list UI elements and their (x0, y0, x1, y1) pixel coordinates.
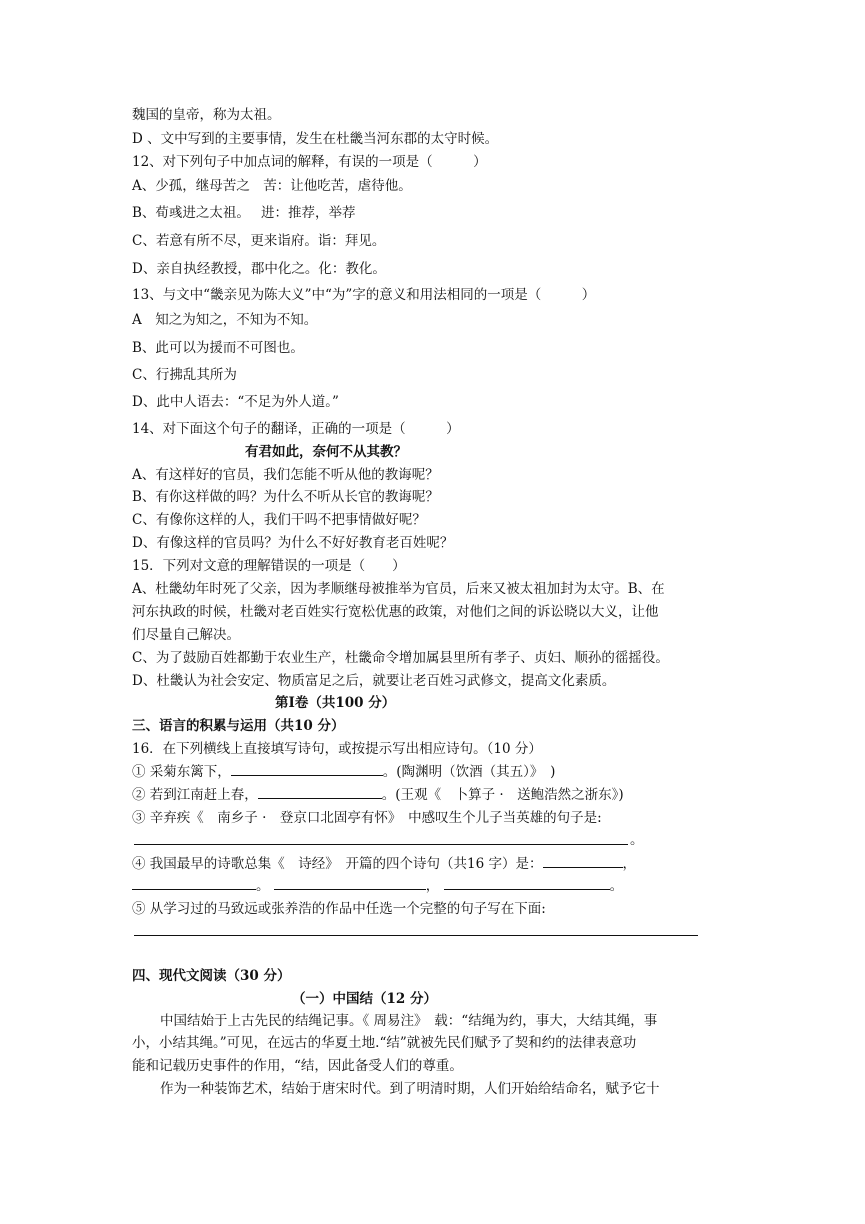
option-12b: B、荀彧进之太祖。 进：推荐，举荐 (132, 205, 356, 221)
subsection-heading: （一）中国结（12 分） (292, 991, 437, 1007)
section-4-heading: 四、现代文阅读（30 分） (132, 968, 291, 984)
option-13a: A 知之为知之，不知为不知。 (132, 312, 318, 328)
poem-item-3: ③ 辛弃疾《 南乡子 · 登京口北固亭有怀》 中感叹生个儿子当英雄的句子是: (132, 810, 602, 826)
poem-1-prefix: ① 采菊东篱下， (132, 764, 231, 780)
paragraph-line: 能和记载历史事件的作用，“结，因此备受人们的尊重。 (132, 1058, 463, 1074)
option-12c: C、若意有所不尽，更来诣府。诣：拜见。 (132, 233, 386, 249)
poem-3-end: 。 (630, 832, 644, 848)
paragraph-line: 小，小结其绳。”可见，在远古的华夏土地.“结”就被先民们赋予了契和约的法律表意功 (132, 1035, 637, 1051)
option-12a: A、少孤，继母苦之 苦：让他吃苦，虐待他。 (132, 178, 412, 194)
option-14c: C、有像你这样的人，我们干吗不把事情做好呢？ (132, 512, 426, 528)
volume-heading: 第Ⅰ卷（共100 分） (275, 695, 396, 711)
punctuation: 。 (256, 878, 270, 894)
answer-line[interactable] (134, 844, 628, 845)
poem-1-suffix: 。(陶渊明（饮酒（其五）》 ) (382, 764, 556, 780)
answer-line[interactable] (134, 935, 698, 936)
poem-item-5: ⑤ 从学习过的马致远或张养浩的作品中任选一个完整的句子写在下面: (132, 901, 546, 917)
paragraph-line: 中国结始于上古先民的结绳记事。《 周易注》 载：“结绳为约，事大，大结其绳，事 (160, 1013, 658, 1029)
option-14d: D、有像这样的官员吗？为什么不好好教育老百姓呢？ (132, 535, 454, 551)
answer-blank[interactable] (543, 855, 623, 868)
question-14: 14、对下面这个句子的翻译，正确的一项是（ ） (132, 421, 460, 437)
poem-item-4 (132, 855, 636, 873)
option-15c: C、为了鼓励百姓都勤于农业生产，杜畿命令增加属县里所有孝子、贞妇、顺孙的徭摇役。 (132, 650, 669, 666)
option-15d: D、杜畿认为社会安定、物质富足之后，就要让老百姓习武修文，提高文化素质。 (132, 673, 616, 689)
poem-item-4-cont (132, 877, 623, 895)
question-12: 12、对下列句子中加点词的解释，有误的一项是（ ） (132, 154, 487, 170)
answer-blank[interactable] (258, 786, 382, 799)
option-13b: B、此可以为援而不可图也。 (132, 340, 304, 356)
poem-4-prompt: ④ 我国最早的诗歌总集《 诗经》 开篇的四个诗句（共16 字）是： (132, 856, 543, 872)
option-13d: D、此中人语去：“不足为外人道。” (132, 394, 339, 410)
paragraph-line: 作为一种装饰艺术，结始于唐宋时代。到了明清时期，人们开始给结命名，赋予它十 (160, 1081, 660, 1097)
option-15a-line3: 们尽量自己解决。 (132, 627, 240, 643)
answer-blank[interactable] (444, 877, 610, 890)
punctuation: ， (622, 856, 637, 872)
option-14b: B、有你这样做的吗？为什么不听从长官的教诲呢？ (132, 489, 439, 505)
poem-2-prefix: ② 若到江南赶上春， (132, 787, 258, 803)
question-13: 13、与文中“畿亲见为陈大义”中“为”字的意义和用法相同的一项是（ ） (132, 287, 596, 303)
option-13c: C、行拂乱其所为 (132, 367, 237, 383)
section-3-heading: 三、语言的积累与运用（共10 分） (132, 718, 345, 734)
option-15a-line2: 河东执政的时候，杜畿对老百姓实行宽松优惠的政策，对他们之间的诉讼晓以大义，让他 (132, 604, 659, 620)
answer-blank[interactable] (132, 877, 256, 890)
option-15a-line1: A、杜畿幼年时死了父亲，因为孝顺继母被推举为官员，后来又被太祖加封为太守。B、在 (132, 581, 665, 597)
answer-blank[interactable] (231, 763, 383, 776)
poem-item-1 (132, 763, 555, 781)
punctuation: ， (425, 878, 440, 894)
question-15: 15．下列对文意的理解错误的一项是（ ） (132, 558, 406, 574)
question-14-sentence: 有君如此，奈何不从其教？ (245, 444, 407, 460)
text-line: 魏国的皇帝，称为太祖。 (132, 107, 281, 123)
option-14a: A、有这样好的官员，我们怎能不听从他的教诲呢？ (132, 467, 439, 483)
option-12d: D、亲自执经教授，郡中化之。化：教化。 (132, 261, 386, 277)
punctuation: 。 (609, 878, 624, 894)
answer-blank[interactable] (274, 877, 426, 890)
poem-2-suffix: 。(王观《 卜算子 · 送鲍浩然之浙东》) (381, 787, 624, 803)
question-16: 16．在下列横线上直接填写诗句，或按提示写出相应诗句。（10 分） (132, 741, 542, 757)
poem-item-2 (132, 786, 624, 804)
text-line: D 、文中写到的主要事情，发生在杜畿当河东郡的太守时候。 (132, 131, 499, 147)
